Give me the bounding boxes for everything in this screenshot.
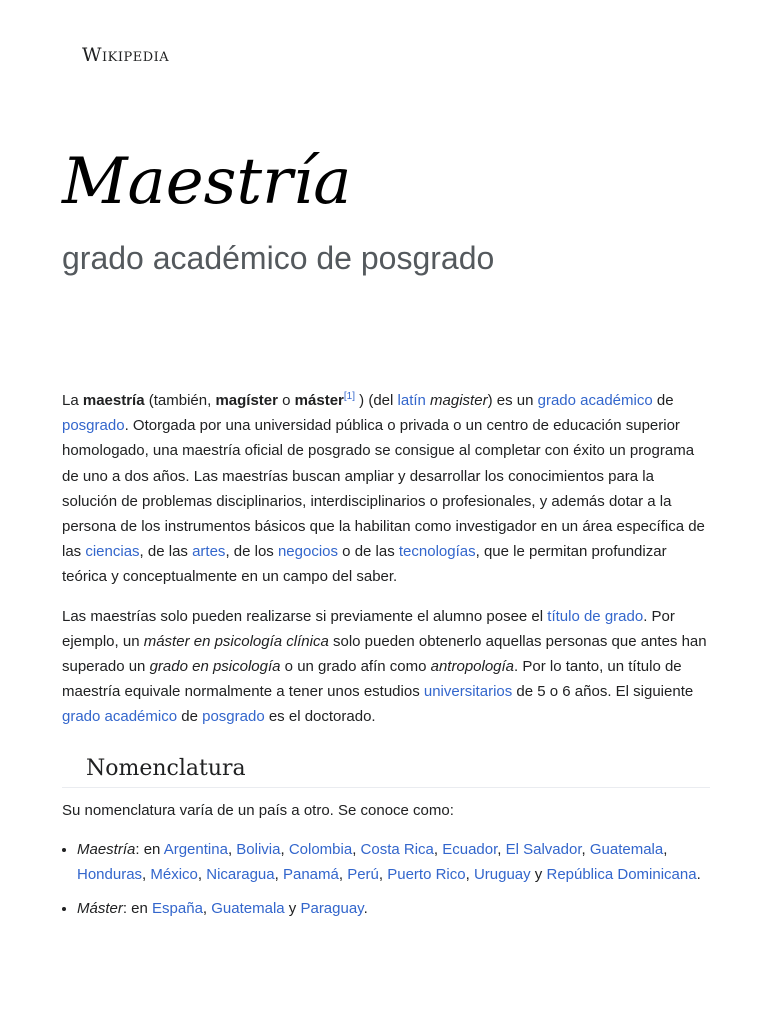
page-subtitle: grado académico de posgrado <box>62 240 495 276</box>
link-country[interactable]: Uruguay <box>473 866 531 884</box>
list-term: Máster <box>77 900 123 918</box>
text: ) es un <box>487 392 538 409</box>
separator: , <box>274 866 283 884</box>
link-country[interactable]: Colombia <box>288 841 353 859</box>
link-country[interactable]: México <box>150 866 198 884</box>
link-country[interactable]: Honduras <box>77 866 143 884</box>
link-republica-dominicana[interactable]: República Dominicana <box>546 866 697 884</box>
text: y <box>284 900 301 918</box>
reference-link-1[interactable]: [1] <box>343 391 355 402</box>
separator: , <box>280 841 289 859</box>
link-country[interactable]: Bolivia <box>236 841 281 859</box>
list-item <box>77 837 710 887</box>
link-country[interactable]: Argentina <box>163 841 228 859</box>
intro-paragraph <box>62 388 710 590</box>
text: de <box>652 392 674 409</box>
separator: , <box>352 841 361 859</box>
link-negocios[interactable]: negocios <box>277 543 339 561</box>
text: , de las <box>139 543 193 561</box>
text: : en <box>122 900 153 918</box>
text: . Otorgada por una universidad pública o privada o un centro de educación superior homologado, una maestría oficial de posgrado se consigue al completar con éxito un programa de uno a dos años. Las maestrías buscan ampliar y desarrollar los conocimientos para la solución de problemas disciplinarios, interdisciplinarios o profesionales, y además dotar a la persona de los instrumentos básicos que la habilitan como investigador en un área específica de las <box>62 417 705 561</box>
term-maestria: maestría <box>82 392 145 409</box>
text: . Por ejemplo, un <box>62 607 675 650</box>
text: , <box>202 900 212 918</box>
text: o <box>277 392 295 409</box>
link-artes[interactable]: artes <box>192 543 226 561</box>
list-term: Maestría <box>77 841 136 859</box>
text: (también, <box>144 392 216 409</box>
italic-text: grado en psicología <box>149 658 281 676</box>
separator: , <box>581 841 590 859</box>
text: , de los <box>225 543 278 561</box>
link-country[interactable]: Costa Rica <box>360 841 434 859</box>
separator: , <box>497 841 506 859</box>
page-title: Maestría <box>62 145 352 219</box>
link-posgrado[interactable]: posgrado <box>202 708 265 726</box>
separator: , <box>663 841 668 859</box>
link-country[interactable]: Nicaragua <box>206 866 275 884</box>
text: o de las <box>338 543 399 561</box>
link-latin[interactable]: latín <box>397 392 426 409</box>
link-country[interactable]: Perú <box>347 866 379 884</box>
italic-text: máster en psicología clínica <box>143 632 329 650</box>
link-paraguay[interactable]: Paraguay <box>300 900 364 918</box>
link-espana[interactable]: España <box>152 900 203 918</box>
text: . <box>363 900 368 918</box>
second-paragraph <box>62 604 710 730</box>
separator: , <box>227 841 237 859</box>
separator: , <box>338 866 348 884</box>
link-grado-academico[interactable]: grado académico <box>537 392 653 409</box>
text: de <box>177 708 203 726</box>
text: . Por lo tanto, un título de maestría equivale normalmente a tener unos estudios <box>62 658 682 701</box>
text: de 5 o 6 años. El siguiente <box>512 683 694 701</box>
text: ) (del <box>355 392 398 409</box>
italic-text: antropología <box>430 658 515 676</box>
article-body <box>62 388 710 931</box>
text: La <box>62 392 83 409</box>
text: y <box>530 866 547 884</box>
section-intro: Su nomenclatura varía de un país a otro. Se conoce como: <box>62 801 454 819</box>
link-tecnologias[interactable]: tecnologías <box>398 543 476 561</box>
link-ciencias[interactable]: ciencias <box>85 543 140 561</box>
link-universitarios[interactable]: universitarios <box>423 683 513 701</box>
text: solo pueden obtenerlo aquellas personas que antes han superado un <box>62 632 707 676</box>
link-country[interactable]: Puerto Rico <box>387 866 466 884</box>
text: : en <box>135 841 164 859</box>
term-master: máster <box>294 392 344 409</box>
separator: , <box>197 866 207 884</box>
link-country[interactable]: El Salvador <box>505 841 582 859</box>
text: . <box>696 866 701 884</box>
text: es el doctorado. <box>264 708 376 726</box>
link-posgrado[interactable]: posgrado <box>62 417 125 435</box>
link-country[interactable]: Ecuador <box>442 841 498 859</box>
separator: , <box>378 866 388 884</box>
text: , que le permitan profundizar teórica y conceptualmente en un campo del saber. <box>62 543 667 586</box>
text: o un grado afín como <box>280 658 431 676</box>
list-item <box>77 896 710 921</box>
term-magister: magíster <box>215 392 278 409</box>
separator: , <box>433 841 443 859</box>
link-country[interactable]: Panamá <box>282 866 339 884</box>
link-country[interactable]: Guatemala <box>589 841 664 859</box>
section-heading-nomenclatura[interactable]: Nomenclatura <box>62 756 710 788</box>
link-grado-academico[interactable]: grado académico <box>62 708 178 726</box>
term-magister-latin: magister <box>430 392 488 409</box>
nomenclature-list <box>62 837 710 922</box>
link-guatemala[interactable]: Guatemala <box>211 900 285 918</box>
text: Las maestrías solo pueden realizarse si previamente el alumno posee el <box>62 607 548 625</box>
separator: , <box>465 866 474 884</box>
link-titulo-de-grado[interactable]: título de grado <box>547 607 644 625</box>
wikipedia-wordmark[interactable]: Wikipedia <box>82 44 170 66</box>
separator: , <box>142 866 151 884</box>
